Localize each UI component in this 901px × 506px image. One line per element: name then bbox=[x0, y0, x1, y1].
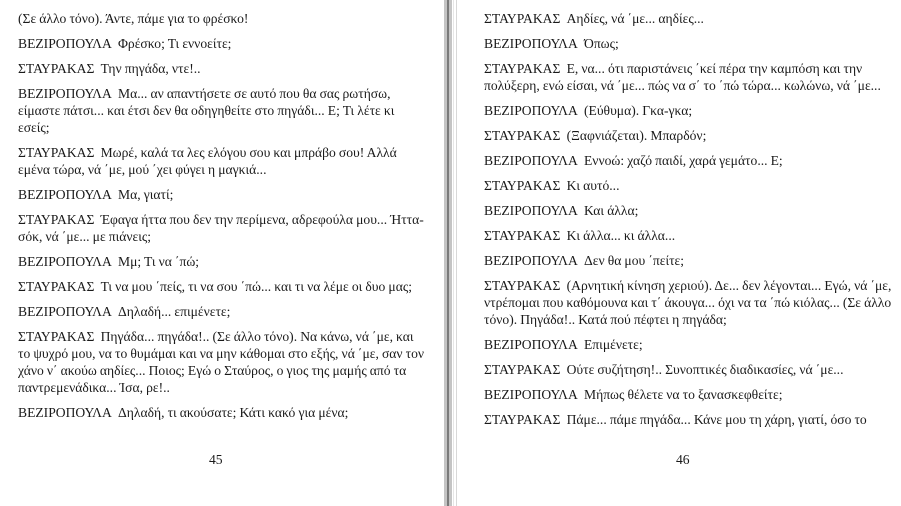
dialogue-text: Έφαγα ήττα που δεν την περίμενα, αδρεφούλα μου... Ήττα-σόκ, νά ΄με... με πιάνεις; bbox=[18, 212, 424, 244]
dialogue-paragraph bbox=[18, 303, 428, 320]
speaker-name: ΒΕΖΙΡΟΠΟΥΛΑ bbox=[484, 337, 578, 352]
dialogue-text: Μωρέ, καλά τα λες ελόγου σου και μπράβο σου! Αλλά εμένα τώρα, νά ΄με, μού ΄χει φύγει η μαγκιά... bbox=[18, 145, 397, 177]
speaker-name: ΒΕΖΙΡΟΠΟΥΛΑ bbox=[18, 405, 112, 420]
dialogue-paragraph bbox=[484, 152, 894, 169]
dialogue-paragraph bbox=[484, 386, 894, 403]
speaker-name: ΣΤΑΥΡΑΚΑΣ bbox=[484, 412, 561, 427]
speaker-name: ΣΤΑΥΡΑΚΑΣ bbox=[484, 61, 561, 76]
dialogue-text: Δηλαδή... επιμένετε; bbox=[118, 304, 231, 319]
dialogue-paragraph bbox=[484, 252, 894, 269]
dialogue-text: (Ξαφνιάζεται). Μπαρδόν; bbox=[566, 128, 707, 143]
dialogue-text: Μμ; Τι να ΄πώ; bbox=[118, 254, 200, 269]
dialogue-paragraph bbox=[484, 411, 894, 428]
page-number: 45 bbox=[209, 452, 223, 467]
dialogue-paragraph bbox=[18, 60, 428, 77]
speaker-name: ΣΤΑΥΡΑΚΑΣ bbox=[484, 11, 561, 26]
dialogue-paragraph bbox=[484, 10, 894, 27]
dialogue-text: Ε, να... ότι παριστάνεις ΄κεί πέρα την καμπόση και την πολύξερη, ενώ είσαι, νά ΄με... πώς να σ΄ το ΄πώ τώρα... κωλώνω, νά ΄με... bbox=[484, 61, 881, 93]
speaker-name: ΒΕΖΙΡΟΠΟΥΛΑ bbox=[484, 153, 578, 168]
speaker-name: ΣΤΑΥΡΑΚΑΣ bbox=[18, 329, 95, 344]
speaker-name: ΣΤΑΥΡΑΚΑΣ bbox=[484, 128, 561, 143]
divider-line bbox=[447, 0, 449, 506]
speaker-name: ΒΕΖΙΡΟΠΟΥΛΑ bbox=[18, 86, 112, 101]
dialogue-paragraph bbox=[484, 177, 894, 194]
dialogue-text: Μήπως θέλετε να το ξανασκεφθείτε; bbox=[584, 387, 783, 402]
dialogue-text: Όπως; bbox=[584, 36, 619, 51]
right-page bbox=[456, 0, 901, 506]
dialogue-text: Τι να μου ΄πείς, τι να σου ΄πώ... και τι να λέμε οι δυο μας; bbox=[100, 279, 413, 294]
dialogue-text: Κι άλλα... κι άλλα... bbox=[566, 228, 676, 243]
dialogue-text: Κι αυτό... bbox=[566, 178, 620, 193]
dialogue-text: (Εύθυμα). Γκα-γκα; bbox=[584, 103, 693, 118]
dialogue-text: Μα, γιατί; bbox=[118, 187, 174, 202]
dialogue-paragraph bbox=[18, 253, 428, 270]
dialogue-text: Πηγάδα... πηγάδα!.. (Σε άλλο τόνο). Να κάνω, νά ΄με, και το ψυχρό μου, να το θυμάμαι και να μην κάθομαι στο εξής, νά ΄με, σαν τον χάνο ν΄ ακούω αηδίες... Ποιος; Εγώ ο Σταύρος, ο γιος της μαμής από τα παντρεμενάδικα... Ίσα, ρε!.. bbox=[18, 329, 425, 395]
dialogue-text: Αηδίες, νά ΄με... αηδίες... bbox=[566, 11, 704, 26]
speaker-name: ΣΤΑΥΡΑΚΑΣ bbox=[484, 178, 561, 193]
left-page bbox=[0, 0, 443, 506]
dialogue-paragraph bbox=[18, 211, 428, 245]
dialogue-text: Την πηγάδα, ντε!.. bbox=[100, 61, 201, 76]
right-page-text bbox=[484, 10, 894, 436]
dialogue-text: (Σε άλλο τόνο). Άντε, πάμε για το φρέσκο! bbox=[18, 11, 249, 26]
dialogue-paragraph bbox=[18, 278, 428, 295]
speaker-name: ΒΕΖΙΡΟΠΟΥΛΑ bbox=[484, 203, 578, 218]
speaker-name: ΣΤΑΥΡΑΚΑΣ bbox=[18, 279, 95, 294]
dialogue-paragraph bbox=[484, 227, 894, 244]
dialogue-paragraph bbox=[484, 361, 894, 378]
dialogue-text: Ούτε συζήτηση!.. Συνοπτικές διαδικασίες, νά ΄με... bbox=[566, 362, 844, 377]
speaker-name: ΒΕΖΙΡΟΠΟΥΛΑ bbox=[18, 187, 112, 202]
dialogue-text: Φρέσκο; Τι εννοείτε; bbox=[118, 36, 232, 51]
dialogue-text: Μα... αν απαντήσετε σε αυτό που θα σας ρωτήσω, είμαστε πάτσι... και έτσι δεν θα οδηγηθείτε στο πηγάδι... Ε; Τι λέτε κι εσείς; bbox=[18, 86, 395, 135]
dialogue-paragraph bbox=[18, 328, 428, 396]
speaker-name: ΣΤΑΥΡΑΚΑΣ bbox=[484, 278, 561, 293]
speaker-name: ΒΕΖΙΡΟΠΟΥΛΑ bbox=[18, 304, 112, 319]
speaker-name: ΣΤΑΥΡΑΚΑΣ bbox=[18, 212, 95, 227]
speaker-name: ΣΤΑΥΡΑΚΑΣ bbox=[18, 61, 95, 76]
speaker-name: ΒΕΖΙΡΟΠΟΥΛΑ bbox=[18, 254, 112, 269]
dialogue-paragraph bbox=[484, 102, 894, 119]
dialogue-text: Δεν θα μου ΄πείτε; bbox=[584, 253, 685, 268]
dialogue-paragraph bbox=[484, 60, 894, 94]
dialogue-text: (Αρνητική κίνηση χεριού). Δε... δεν λέγονται... Εγώ, νά ΄με, ντρέπομαι που καθόμουνα και τ΄ άκουγα... όχι να τα ΄πώ κιόλας... (Σε άλλο τόνο). Πηγάδα!.. Κατά πού πέφτει η πηγάδα; bbox=[484, 278, 892, 327]
dialogue-text: Δηλαδή, τι ακούσατε; Κάτι κακό για μένα; bbox=[118, 405, 349, 420]
dialogue-text: Πάμε... πάμε πηγάδα... Κάνε μου τη χάρη, γιατί, όσο το bbox=[566, 412, 867, 427]
dialogue-paragraph bbox=[18, 186, 428, 203]
speaker-name: ΒΕΖΙΡΟΠΟΥΛΑ bbox=[484, 36, 578, 51]
speaker-name: ΣΤΑΥΡΑΚΑΣ bbox=[484, 362, 561, 377]
dialogue-paragraph bbox=[484, 127, 894, 144]
dialogue-paragraph bbox=[484, 35, 894, 52]
speaker-name: ΒΕΖΙΡΟΠΟΥΛΑ bbox=[484, 253, 578, 268]
divider-edge bbox=[453, 0, 454, 506]
left-page-text bbox=[18, 10, 428, 429]
dialogue-text: Εννοώ: χαζό παιδί, χαρά γεμάτο... Ε; bbox=[584, 153, 783, 168]
dialogue-paragraph bbox=[18, 35, 428, 52]
dialogue-text: Και άλλα; bbox=[584, 203, 639, 218]
speaker-name: ΒΕΖΙΡΟΠΟΥΛΑ bbox=[484, 387, 578, 402]
dialogue-paragraph bbox=[18, 144, 428, 178]
speaker-name: ΣΤΑΥΡΑΚΑΣ bbox=[484, 228, 561, 243]
dialogue-paragraph bbox=[484, 336, 894, 353]
dialogue-paragraph bbox=[18, 10, 428, 27]
dialogue-text: Επιμένετε; bbox=[584, 337, 643, 352]
page-number: 46 bbox=[676, 452, 690, 467]
dialogue-paragraph bbox=[18, 404, 428, 421]
dialogue-paragraph bbox=[18, 85, 428, 136]
dialogue-paragraph bbox=[484, 277, 894, 328]
dialogue-paragraph bbox=[484, 202, 894, 219]
speaker-name: ΒΕΖΙΡΟΠΟΥΛΑ bbox=[484, 103, 578, 118]
speaker-name: ΣΤΑΥΡΑΚΑΣ bbox=[18, 145, 95, 160]
speaker-name: ΒΕΖΙΡΟΠΟΥΛΑ bbox=[18, 36, 112, 51]
page-gutter-divider bbox=[443, 0, 456, 506]
